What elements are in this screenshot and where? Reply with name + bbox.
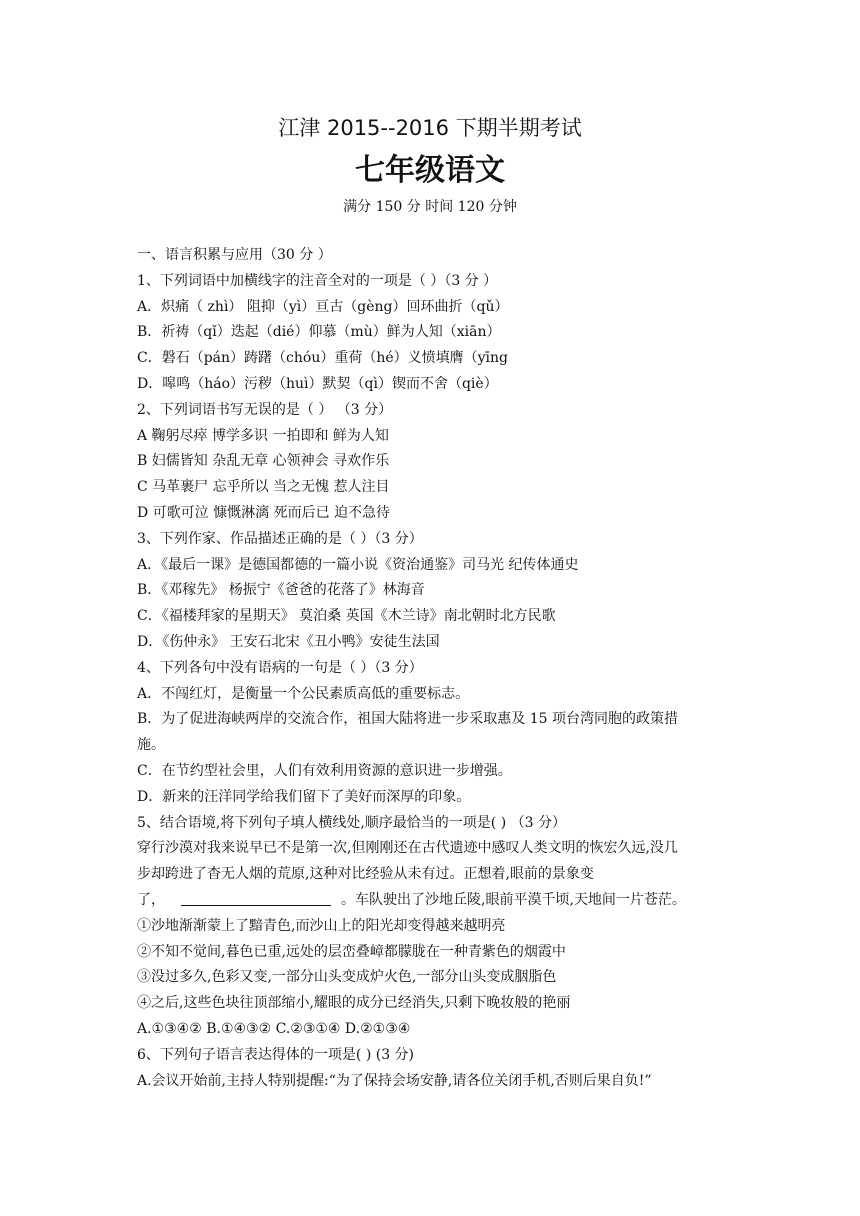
option-line: B．为了促进海峡两岸的交流合作，祖国大陆将进一步采取惠及 15 项台湾同胞的政策措 [137,711,679,728]
sentence-option: ③没过多久,色彩又变,一部分山头变成炉火色,一部分山头变成胭脂色 [137,969,557,986]
passage-line: 穿行沙漠对我来说早已不是第一次,但刚刚还在古代遗迹中感叹人类文明的恢宏久远,没几 [137,840,678,857]
option-line: B．《邓稼先》 杨振宁《爸爸的花落了》林海音 [137,582,425,599]
sentence-option: ②不知不觉间,暮色已重,远处的层峦叠嶂都朦胧在一种青紫色的烟霞中 [137,943,566,960]
option-line: A．《最后一课》是德国都德的一篇小说《资治通鉴》司马光 纪传体通史 [137,556,579,573]
passage-line: 步却跨进了杳无人烟的荒原,这种对比经验从未有过。正想着,眼前的景象变 [137,866,594,883]
option-line: C 马革裹尸 忘乎所以 当之无愧 惹人注目 [137,479,390,496]
exam-body [137,243,737,1094]
question-1: 1、下列词语中加横线字的注音全对的一项是（ ）（3 分 ） [137,272,498,289]
passage-blank-line [137,888,737,914]
passage-text: 。车队驶出了沙地丘陵,眼前平漠千顷,天地间一片苍茫。 [341,891,686,908]
option-line: C．在节约型社会里，人们有效利用资源的意识进一步增强。 [137,762,512,779]
sentence-option: ④之后,这些色块往顶部缩小,耀眼的成分已经消失,只剩下晚妆般的艳丽 [137,995,571,1012]
option-line: A．炽痛（ zhì） 阻抑（yì）亘古（gèng）回环曲折（qǔ） [137,298,509,315]
option-line: D．《伤仲永》 王安石北宋《丑小鸭》安徒生法国 [137,633,440,650]
option-line: C．磐石（pán）踌躇（chóu）重荷（hé）义愤填膺（yīng [137,350,509,367]
exam-info: 满分 150 分 时间 120 分钟 [343,199,517,215]
option-line: C．《福楼拜家的星期天》 莫泊桑 英国《木兰诗》南北朝时北方民歌 [137,608,556,625]
question-4: 4、下列各句中没有语病的一句是（ ）（3 分） [137,659,423,676]
question-5: 5、结合语境,将下列句子填人横线处,顺序最恰当的一项是( ) （3 分） [137,814,566,831]
option-line: 施。 [137,737,165,754]
option-line: A．不闯红灯，是衡量一个公民素质高低的重要标志。 [137,685,470,702]
text-line: 一、语言积累与应用（30 分 ） [137,247,332,263]
option-line: D．嗥鸣（háo）污秽（huì）默契（qì）锲而不舍（qiè） [137,375,498,392]
passage-text: 了， [137,891,165,908]
subject-title: 七年级语文 [355,153,505,188]
question-3: 3、下列作家、作品描述正确的是（ ）（3 分） [137,530,423,547]
option-line: D 可歌可泣 慷慨淋漓 死而后已 迫不急待 [137,504,391,521]
option-line: A.①③④② B.①④③② C.②③①④ D.②①③④ [137,1020,411,1037]
fill-blank [181,891,331,906]
option-line: B．祈祷（qǐ）迭起（dié）仰慕（mù）鲜为人知（xiān） [137,324,501,341]
question-2: 2、下列词语书写无误的是（ ） （3 分） [137,401,393,418]
sentence-option: ①沙地渐渐蒙上了黯青色,而沙山上的阳光却变得越来越明亮 [137,917,506,934]
option-line: D．新来的汪洋同学给我们留下了美好而深厚的印象。 [137,788,471,805]
exam-title: 江津 2015--2016 下期半期考试 [278,116,582,140]
question-6: 6、下列句子语言表达得体的一项是( ) (3 分) [137,1046,415,1063]
option-line: A 鞠躬尽瘁 博学多识 一拍即和 鲜为人知 [137,427,389,444]
option-line: A.会议开始前,主持人特别提醒:“为了保持会场安静,请各位关闭手机,否则后果自负!” [137,1072,652,1089]
option-line: B 妇儒皆知 杂乱无章 心领神会 寻欢作乐 [137,453,390,470]
